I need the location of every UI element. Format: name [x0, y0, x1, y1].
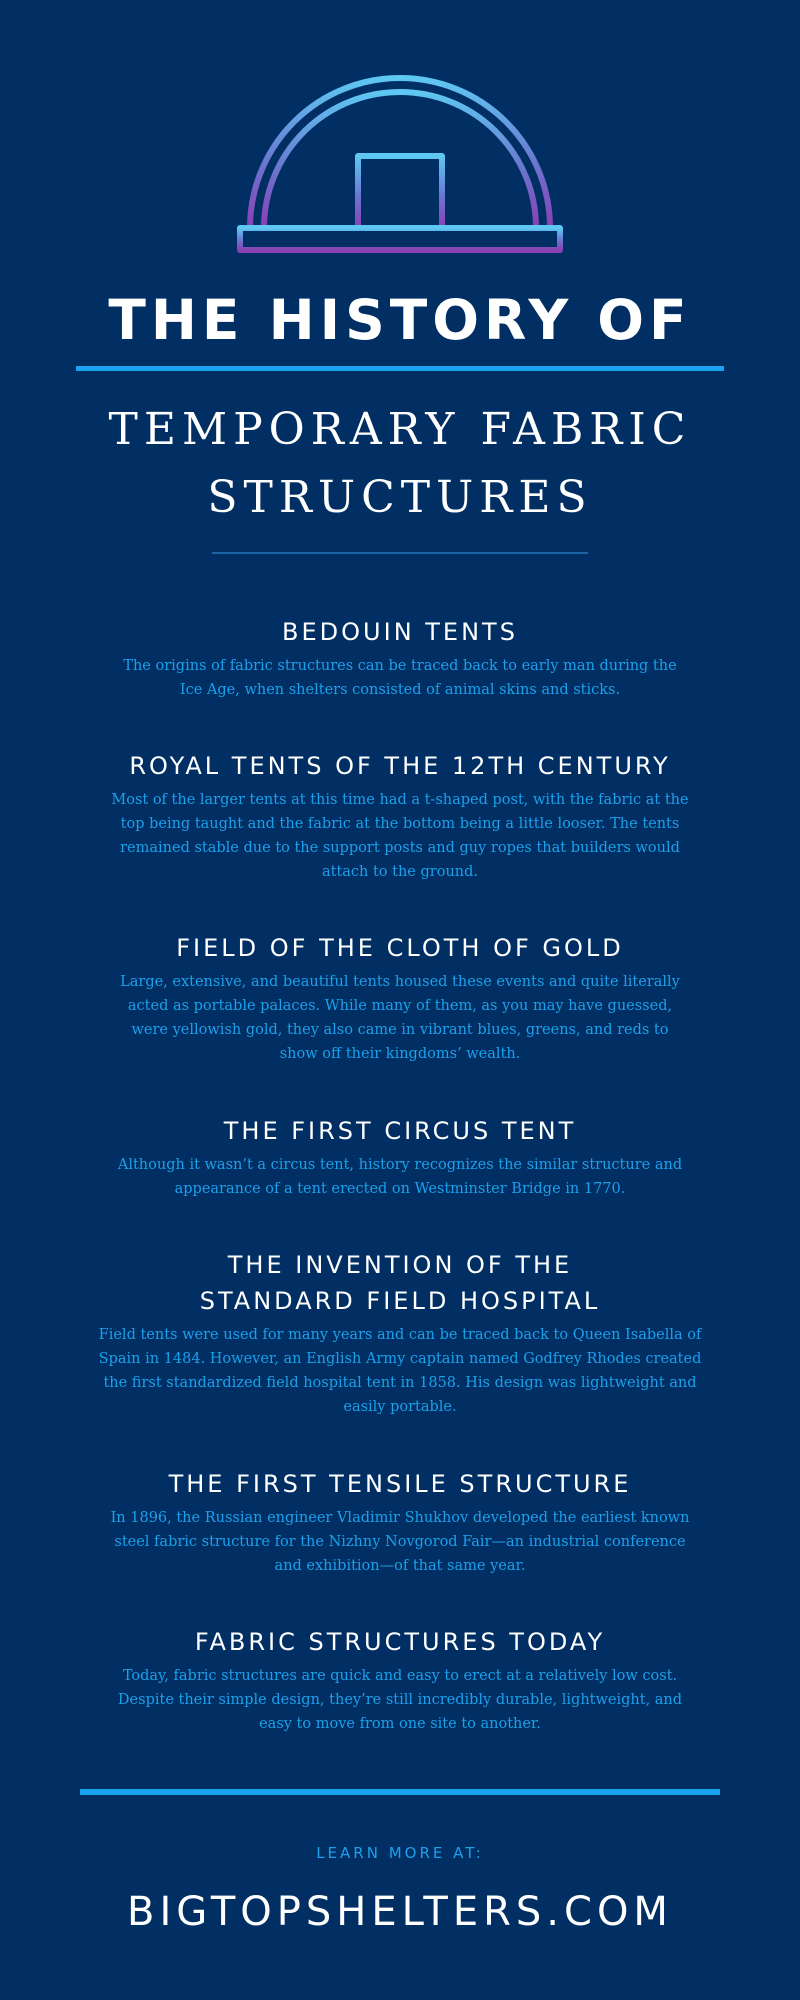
body-line: steel fabric structure for the Nizhny Novgorod Fair—an industrial conference: [114, 1534, 686, 1550]
section-heading: [50, 1624, 750, 1660]
body-line: were yellowish gold, they also came in vibrant blues, greens, and reds to: [131, 1022, 669, 1038]
heading-line: BEDOUIN TENTS: [282, 618, 518, 646]
section-heading: [50, 1466, 750, 1502]
section-first-tensile-structure: [50, 1466, 750, 1578]
section-body: [50, 1664, 750, 1736]
section-body: [50, 654, 750, 702]
body-line: Field tents were used for many years and can be traced back to Queen Isabella of: [98, 1327, 702, 1343]
body-line: show off their kingdoms’ wealth.: [279, 1046, 521, 1062]
section-heading: [50, 748, 750, 784]
heading-line: THE INVENTION OF THE: [227, 1251, 573, 1279]
subtitle-line: TEMPORARY FABRIC: [108, 404, 692, 455]
footer-divider: [80, 1789, 720, 1795]
body-line: Large, extensive, and beautiful tents housed these events and quite literally: [120, 974, 680, 990]
section-heading: [50, 1247, 750, 1319]
learn-more-label: LEARN MORE AT:: [316, 1844, 484, 1862]
body-line: easy to move from one site to another.: [259, 1716, 541, 1732]
subtitle-line: STRUCTURES: [207, 472, 593, 523]
heading-line: FABRIC STRUCTURES TODAY: [194, 1628, 606, 1656]
body-line: Despite their simple design, they’re still incredibly durable, lightweight, and: [117, 1692, 683, 1708]
section-body: [50, 970, 750, 1066]
body-line: appearance of a tent erected on Westminster Bridge in 1770.: [174, 1181, 626, 1197]
section-body: [50, 788, 750, 884]
body-line: The origins of fabric structures can be traced back to early man during the: [123, 658, 677, 674]
body-line: Today, fabric structures are quick and easy to erect at a relatively low cost.: [122, 1668, 678, 1684]
body-line: remained stable due to the support posts and guy ropes that builders would: [120, 840, 680, 856]
body-line: Most of the larger tents at this time had a t-shaped post, with the fabric at the: [111, 792, 689, 808]
section-first-circus-tent: [50, 1113, 750, 1201]
heading-line: STANDARD FIELD HOSPITAL: [199, 1287, 601, 1315]
section-heading: [50, 1113, 750, 1149]
section-heading: [50, 930, 750, 966]
subtitle-divider: [212, 552, 588, 554]
body-line: and exhibition—of that same year.: [274, 1558, 526, 1574]
section-fabric-structures-today: [50, 1624, 750, 1736]
page-title: THE HISTORY OF: [108, 288, 692, 352]
section-field-of-cloth-of-gold: [50, 930, 750, 1066]
website-link[interactable]: BIGTOPSHELTERS.COM: [127, 1889, 673, 1935]
section-bedouin-tents: [50, 614, 750, 702]
body-line: easily portable.: [343, 1399, 457, 1415]
title-divider: [76, 366, 724, 371]
body-line: Ice Age, when shelters consisted of animal skins and sticks.: [179, 682, 621, 698]
heading-line: THE FIRST TENSILE STRUCTURE: [168, 1470, 632, 1498]
body-line: acted as portable palaces. While many of them, as you may have guessed,: [127, 998, 673, 1014]
body-line: top being taught and the fabric at the bottom being a little looser. The tents: [120, 816, 680, 832]
body-line: Spain in 1484. However, an English Army captain named Godfrey Rhodes created: [98, 1351, 702, 1367]
heading-line: ROYAL TENTS OF THE 12TH CENTURY: [129, 752, 671, 780]
section-body: [50, 1323, 750, 1419]
section-body: [50, 1506, 750, 1578]
heading-line: THE FIRST CIRCUS TENT: [223, 1117, 577, 1145]
section-heading: [50, 614, 750, 650]
section-field-hospital: [50, 1247, 750, 1419]
section-royal-tents: [50, 748, 750, 884]
section-body: [50, 1153, 750, 1201]
page-subtitle: [0, 396, 800, 532]
dome-tent-icon: [236, 72, 564, 256]
heading-line: FIELD OF THE CLOTH OF GOLD: [176, 934, 624, 962]
body-line: In 1896, the Russian engineer Vladimir Shukhov developed the earliest known: [110, 1510, 690, 1526]
body-line: Although it wasn’t a circus tent, history recognizes the similar structure and: [117, 1157, 683, 1173]
body-line: attach to the ground.: [321, 864, 479, 880]
body-line: the first standardized field hospital tent in 1858. His design was lightweight and: [103, 1375, 697, 1391]
